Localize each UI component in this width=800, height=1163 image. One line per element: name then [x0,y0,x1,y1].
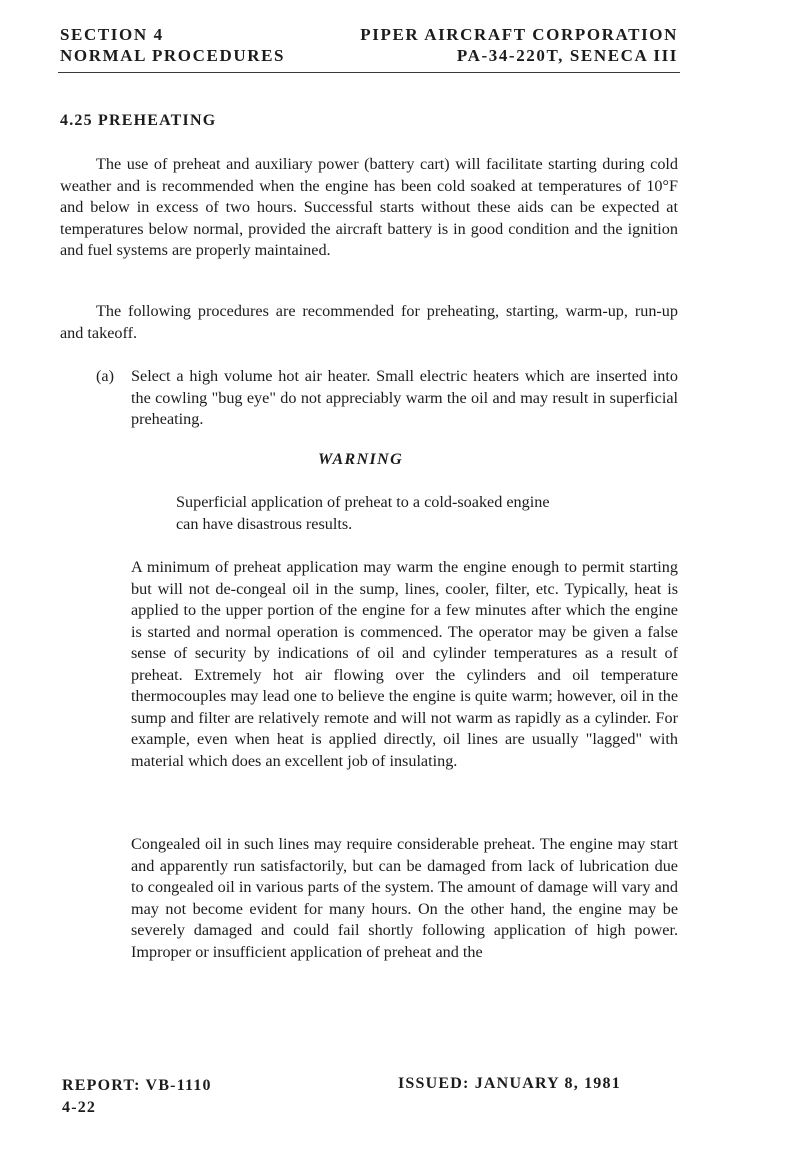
procedures-paragraph: The following procedures are recommended for preheating, starting, warm-up, run-up and takeoff. [60,302,678,342]
header-aircraft-info [360,24,678,66]
intro-paragraph: The use of preheat and auxiliary power (battery cart) will facilitate starting during cold weather and is recommended when the engine has been cold soaked at temperatures of 10°F and below in excess of two hours. Successful starts without these aids can be expected at temperatures below normal, provided the aircraft battery is in good condition and the ignition and fuel systems are properly maintained. [60,155,678,259]
footer-issue-date: ISSUED: JANUARY 8, 1981 [398,1075,621,1092]
header-section-info [60,24,285,66]
preheat-explanation-paragraph: A minimum of preheat application may warm the engine enough to permit starting but will not de-congeal oil in the sump, lines, cooler, filter, etc. Typically, heat is applied to the upper portion of the engine for a few minutes after which the engine is started and normal operation is commenced. The operator may be given a false sense of security by indications of oil and cylinder temperatures as a result of preheat. Extremely hot air flowing over the cylinders and oil temperature thermocouples may lead one to believe the engine is quite warm; however, oil in the sump and filter are relatively remote and will not warm as rapidly as a cylinder. For example, even when heat is applied directly, oil lines are usually "lagged" with material which does an excellent job of insulating. [131,558,678,770]
footer-report-number: REPORT: VB-1110 [62,1077,212,1094]
header-manufacturer: PIPER AIRCRAFT CORPORATION [360,25,678,44]
warning-text: Superficial application of preheat to a cold-soaked engine can have disastrous results. [176,493,550,533]
item-a-text: Select a high volume hot air heater. Small electric heaters which are inserted into the cowling "bug eye" do not appreciably warm the oil and may result in superficial preheating. [131,367,678,428]
header-section-title: NORMAL PROCEDURES [60,46,286,65]
warning-title: WARNING [318,451,404,468]
footer-page-number: 4-22 [62,1099,97,1116]
item-a-label: (a) [96,367,114,385]
header-section-number: SECTION 4 [60,25,164,44]
header-model: PA-34-220T, SENECA III [456,46,678,65]
footer-report-info [62,1075,212,1119]
congealed-oil-paragraph: Congealed oil in such lines may require considerable preheat. The engine may start and apparently run satisfactorily, but can be damaged from lack of lubrication due to congealed oil in various parts of the system. The amount of damage will vary and may not become evident for many hours. On the other hand, the engine may be severely damaged and could fail shortly following application of high power. Improper or insufficient application of preheat and the [131,835,678,961]
header-divider [58,72,680,73]
section-heading: 4.25 PREHEATING [60,112,217,129]
